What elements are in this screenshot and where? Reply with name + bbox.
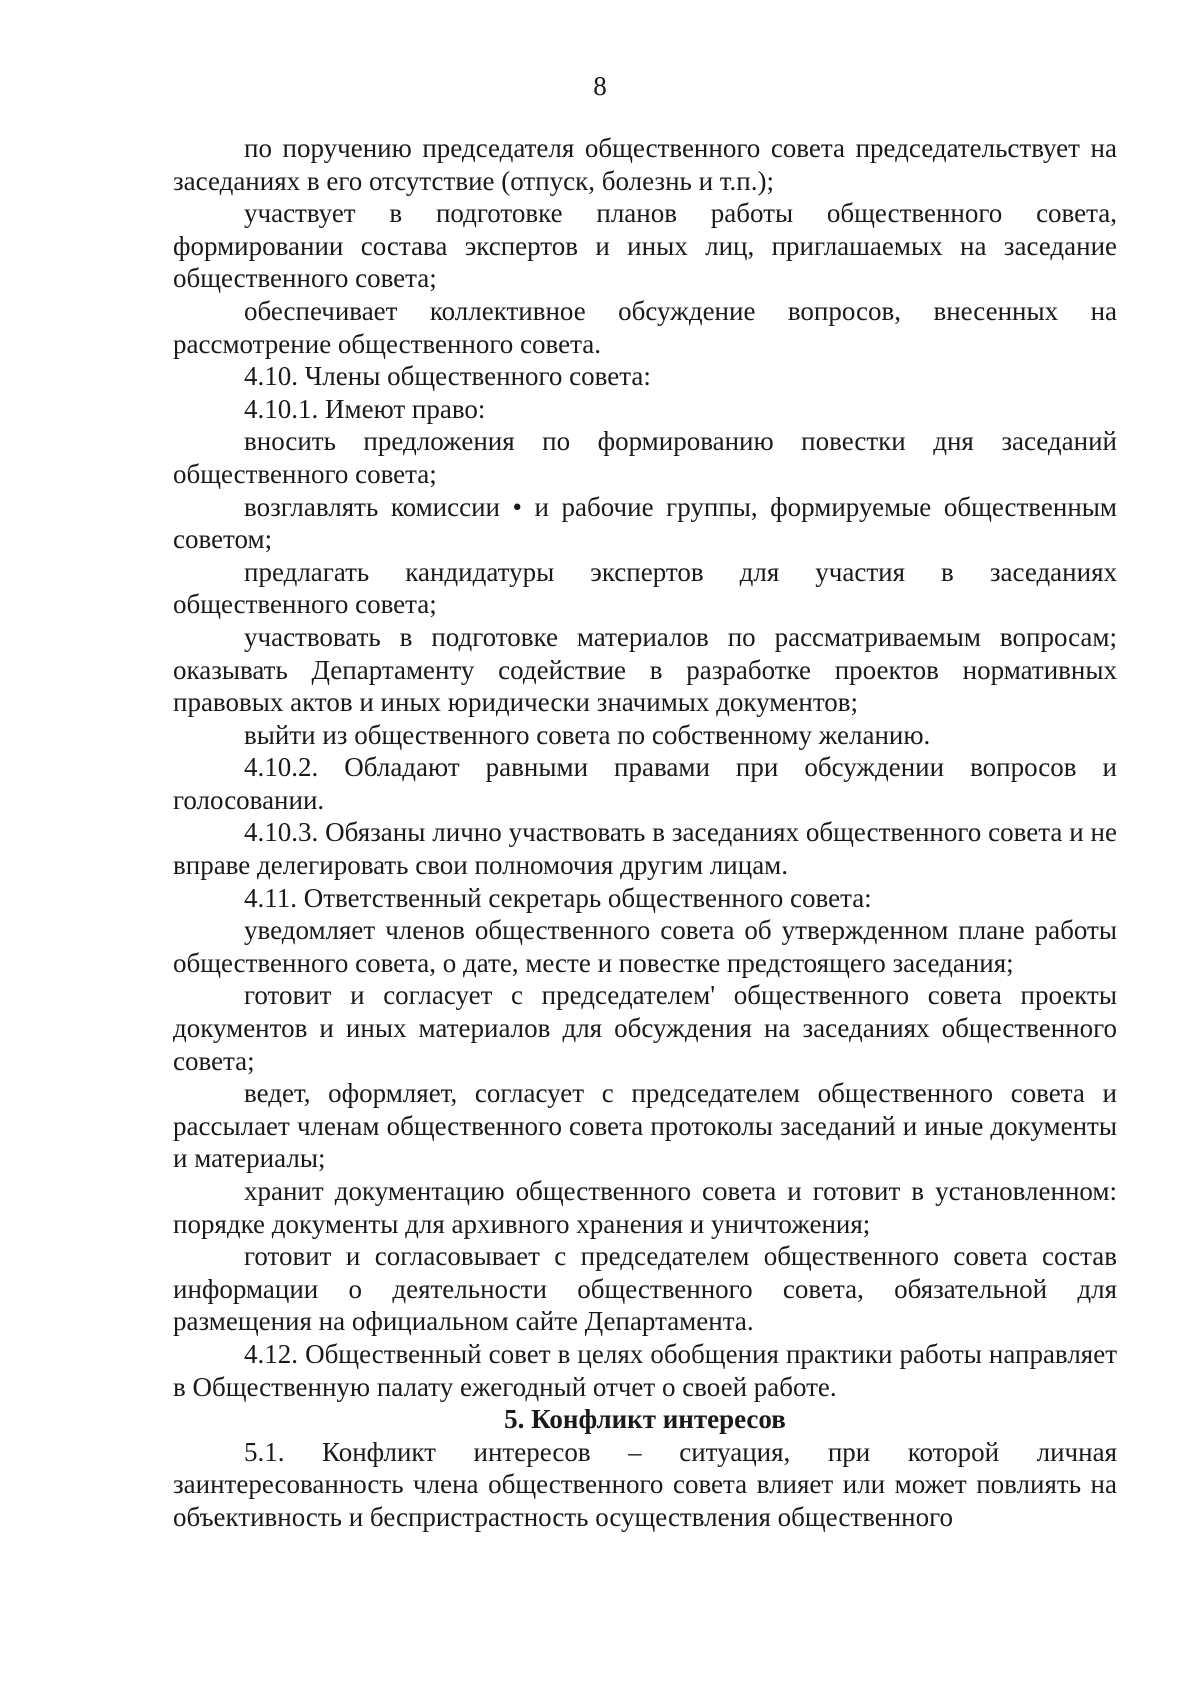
paragraph: по поручению председателя общественного совета председательствует на заседаниях в его отсутствие (отпуск, болезнь и т.п.); [173,133,1117,196]
section-heading: 5. Конфликт интересов [504,1404,786,1435]
paragraph: предлагать кандидатуры экспертов для участия в заседаниях общественного совета; [173,556,1117,620]
paragraph: вносить предложения по формированию повестки дня заседаний общественного совета; [173,426,1117,489]
paragraph: 5.1. Конфликт интересов – ситуация, при которой личная заинтересованность члена общественного совета влияет или может повлиять на объективность и беспристрастность осуществления общественного [173,1436,1117,1532]
paragraph: готовит и согласует с председателем' общественного совета проекты документов и иных материалов для обсуждения на заседаниях общественного совета; [173,980,1117,1076]
paragraph: выйти из общественного совета по собственному желанию. [244,719,931,750]
paragraph: готовит и согласовывает с председателем общественного совета состав информации о деятельности общественного совета, обязательной для размещения на официальном сайте Департамента. [173,1241,1117,1337]
paragraph: 4.12. Общественный совет в целях обобщения практики работы направляет в Общественную палату ежегодный отчет о своей работе. [173,1338,1117,1402]
page-number: 8 [593,71,607,101]
paragraph: уведомляет членов общественного совета об утвержденном плане работы общественного совета, о дате, месте и повестке предстоящего заседания; [173,915,1117,978]
paragraph: обеспечивает коллективное обсуждение вопросов, внесенных на рассмотрение общественного совета. [173,295,1117,359]
paragraph: возглавлять комиссии • и рабочие группы, формируемые общественным советом; [173,491,1117,555]
paragraph: ведет, оформляет, согласует с председателем общественного совета и рассылает членам общественного совета протоколы заседаний и иные документы и материалы; [173,1078,1117,1174]
paragraph: участвует в подготовке планов работы общественного совета, формировании состава экспертов и иных лиц, приглашаемых на заседание общественного совета; [173,198,1117,294]
paragraph: 4.10. Члены общественного совета: [244,361,651,392]
paragraph: 4.10.3. Обязаны лично участвовать в заседаниях общественного совета и не вправе делегировать свои полномочия другим лицам. [173,817,1117,881]
paragraph: участвовать в подготовке материалов по рассматриваемым вопросам; оказывать Департаменту содействие в разработке проектов нормативных правовых актов и иных юридически значимых документов; [173,621,1117,718]
paragraph: 4.11. Ответственный секретарь общественного совета: [244,882,872,913]
document-body [173,132,1117,1534]
paragraph: 4.10.1. Имеют право: [244,393,486,424]
paragraph: 4.10.2. Обладают равными правами при обсуждении вопросов и голосовании. [173,752,1117,815]
paragraph: хранит документацию общественного совета и готовит в установленном: порядке документы для архивного хранения и уничтожения; [173,1176,1117,1239]
